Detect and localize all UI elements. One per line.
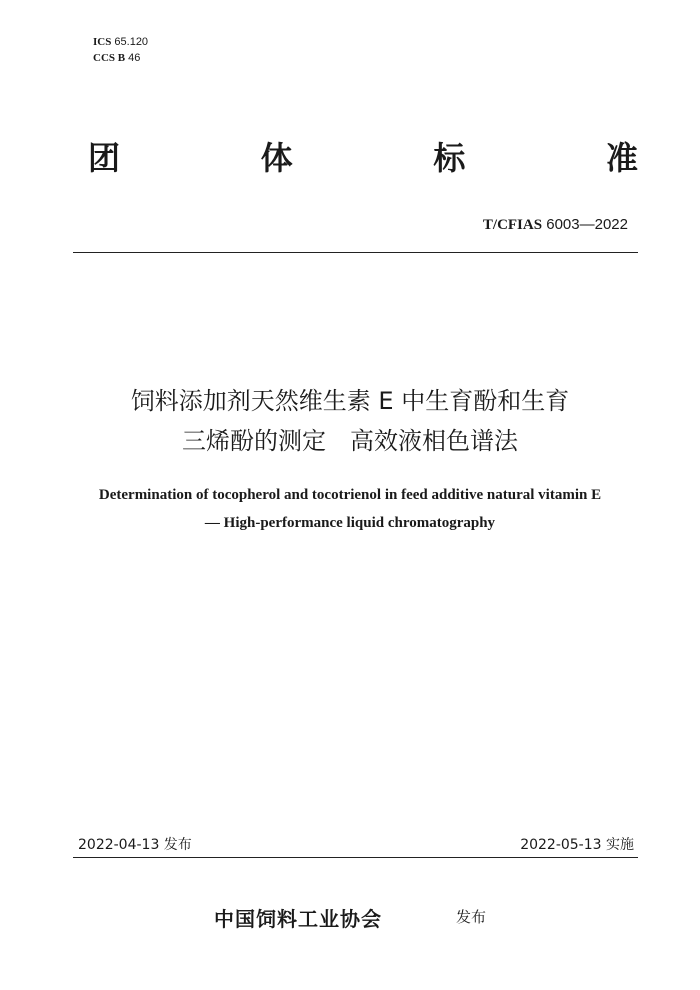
ccs-code	[93, 50, 148, 66]
english-title-line-1: Determination of tocopherol and tocotrienol in feed additive natural vitamin E	[98, 487, 602, 503]
ics-code	[93, 34, 148, 50]
standard-prefix: T/CFIAS	[482, 217, 543, 233]
standard-type-heading	[88, 138, 638, 178]
implementation-date: 2022-05-13 实施	[520, 837, 634, 853]
chinese-title-line-1: 饲料添加剂天然维生素 E 中生育酚和生育	[130, 387, 570, 415]
issue-date: 2022-04-13 发布	[78, 837, 192, 853]
standard-number	[483, 216, 628, 234]
ics-value: 65.120	[114, 36, 149, 48]
standard-code: 6003—2022	[546, 216, 628, 233]
publisher-name: 中国饲料工业协会	[214, 907, 382, 931]
standard-type-char: 准	[605, 139, 638, 177]
classification-codes	[93, 34, 148, 66]
bottom-divider	[73, 857, 638, 858]
standard-type-char: 标	[433, 139, 466, 177]
standard-type-char: 体	[260, 139, 293, 177]
chinese-title-line-2: 三烯酚的测定 高效液相色谱法	[182, 427, 518, 455]
english-title-line-2: — High-performance liquid chromatography	[204, 515, 496, 531]
top-divider	[73, 252, 638, 253]
ics-key: ICS	[93, 36, 112, 48]
ccs-key: CCS B	[93, 52, 126, 64]
ccs-value: 46	[128, 52, 141, 64]
standard-type-char: 团	[88, 139, 121, 177]
publish-label: 发布	[456, 908, 487, 926]
